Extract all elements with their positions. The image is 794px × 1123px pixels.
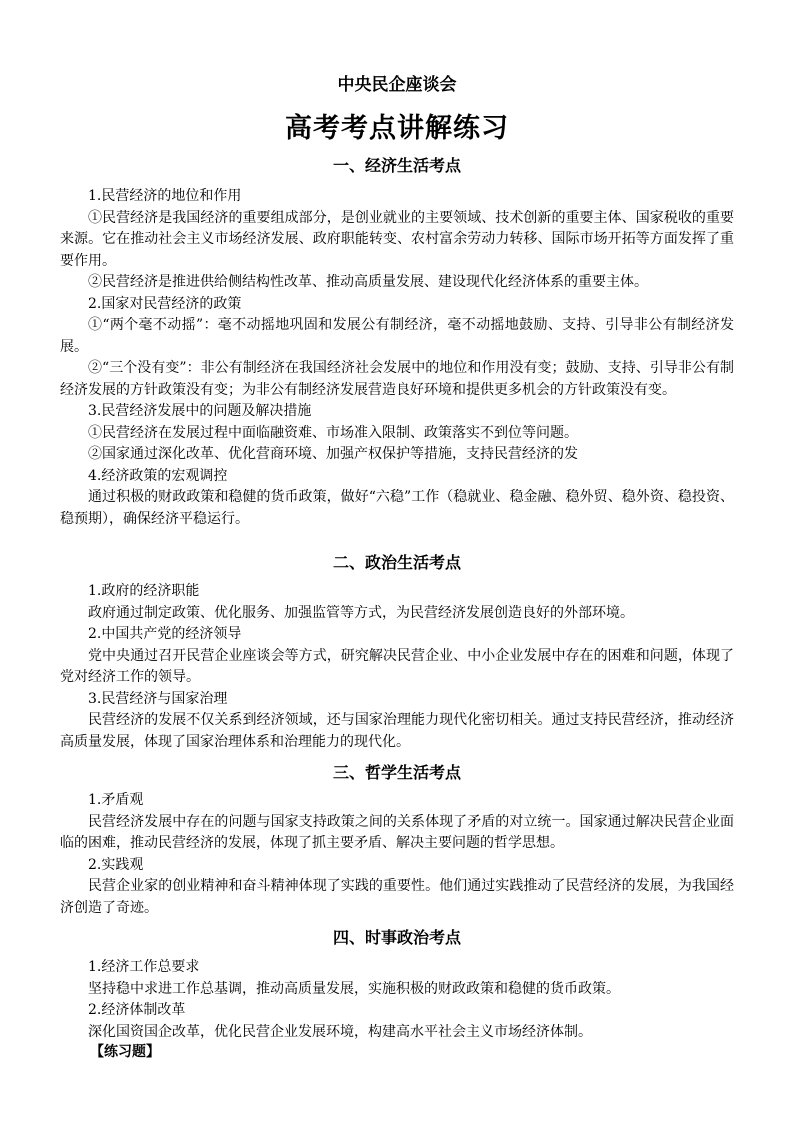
paragraph: 民营经济的发展不仅关系到经济领域，还与国家治理能力现代化密切相关。通过支持民营经济，推动经济高质量发展，体现了国家治理体系和治理能力的现代化。 (60, 712, 734, 750)
paragraph: 坚持稳中求进工作总基调，推动高质量发展，实施积极的财政政策和稳健的货币政策。 (88, 980, 620, 997)
subheading: 3.民营经济发展中的问题及解决措施 (88, 403, 312, 419)
section-body-economy (60, 186, 734, 530)
paragraph: 政府通过制定政策、优化服务、加强监管等方式，为民营经济发展创造良好的外部环境。 (88, 604, 634, 621)
subheading: 2.中国共产党的经济领导 (88, 626, 242, 642)
paragraph: ②民营经济是推进供给侧结构性改革、推动高质量发展、建设现代化经济体系的重要主体。 (88, 274, 648, 290)
paragraph: 民营经济发展中存在的问题与国家支持政策之间的关系体现了矛盾的对立统一。国家通过解决民营企业面临的困难，推动民营经济的发展，体现了抓主要矛盾、解决主要问题的哲学思想。 (60, 813, 734, 851)
section-heading-economy: 一、经济生活考点 (332, 156, 461, 175)
document-subtitle: 中央民企座谈会 (337, 75, 457, 95)
subheading: 1.民营经济的地位和作用 (88, 188, 242, 204)
paragraph: 通过积极的财政政策和稳健的货币政策，做好“六稳”工作（稳就业、稳金融、稳外贸、稳外资、稳投资、稳预期），确保经济平稳运行。 (60, 489, 734, 527)
section-body-politics (60, 581, 734, 753)
paragraph: 党中央通过召开民营企业座谈会等方式，研究解决民营企业、中小企业发展中存在的困难和问题，体现了党对经济工作的领导。 (60, 647, 734, 685)
subheading: 2.实践观 (88, 856, 144, 873)
paragraph: 民营企业家的创业精神和奋斗精神体现了实践的重要性。他们通过实践推动了民营经济的发展，为我国经济创造了奇迹。 (60, 878, 734, 916)
paragraph: 深化国资国企改革，优化民营企业发展环境，构建高水平社会主义市场经济体制。 (88, 1023, 592, 1040)
paragraph: ①“两个毫不动摇”：毫不动摇地巩固和发展公有制经济，毫不动摇地鼓励、支持、引导非公有制经济发展。 (60, 317, 734, 355)
paragraph: ②“三个没有变”：非公有制经济在我国经济社会发展中的地位和作用没有变；鼓励、支持、引导非公有制经济发展的方针政策没有变；为非公有制经济发展营造良好环境和提供更多机会的方针政策没有变。 (60, 360, 734, 398)
section-heading-politics: 二、政治生活考点 (332, 553, 461, 572)
section-heading-philosophy: 三、哲学生活考点 (332, 763, 461, 782)
practice-label: 【练习题】 (90, 1044, 160, 1060)
subheading: 1.矛盾观 (88, 792, 144, 808)
subheading: 3.民营经济与国家治理 (88, 690, 228, 707)
subheading: 2.国家对民营经济的政策 (88, 295, 242, 312)
section-heading-current-affairs: 四、时事政治考点 (332, 928, 461, 947)
subheading: 4.经济政策的宏观调控 (88, 467, 228, 484)
paragraph: ①民营经济是我国经济的重要组成部分，是创业就业的主要领域、技术创新的重要主体、国家税收的重要来源。它在推动社会主义市场经济发展、政府职能转变、农村富余劳动力转移、国际市场开拓等方面发挥了重要作用。 (60, 209, 734, 269)
paragraph: ②国家通过深化改革、优化营商环境、加强产权保护等措施，支持民营经济的发 (88, 446, 578, 462)
paragraph: ①民营经济在发展过程中面临融资难、市场准入限制、政策落实不到位等问题。 (88, 424, 578, 441)
subheading: 1.经济工作总要求 (88, 959, 200, 975)
subheading: 1.政府的经济职能 (88, 583, 200, 599)
subheading: 2.经济体制改革 (88, 1002, 186, 1018)
document-title: 高考考点讲解练习 (285, 113, 509, 144)
section-body-current-affairs (60, 957, 734, 1043)
section-body-philosophy (60, 790, 734, 919)
